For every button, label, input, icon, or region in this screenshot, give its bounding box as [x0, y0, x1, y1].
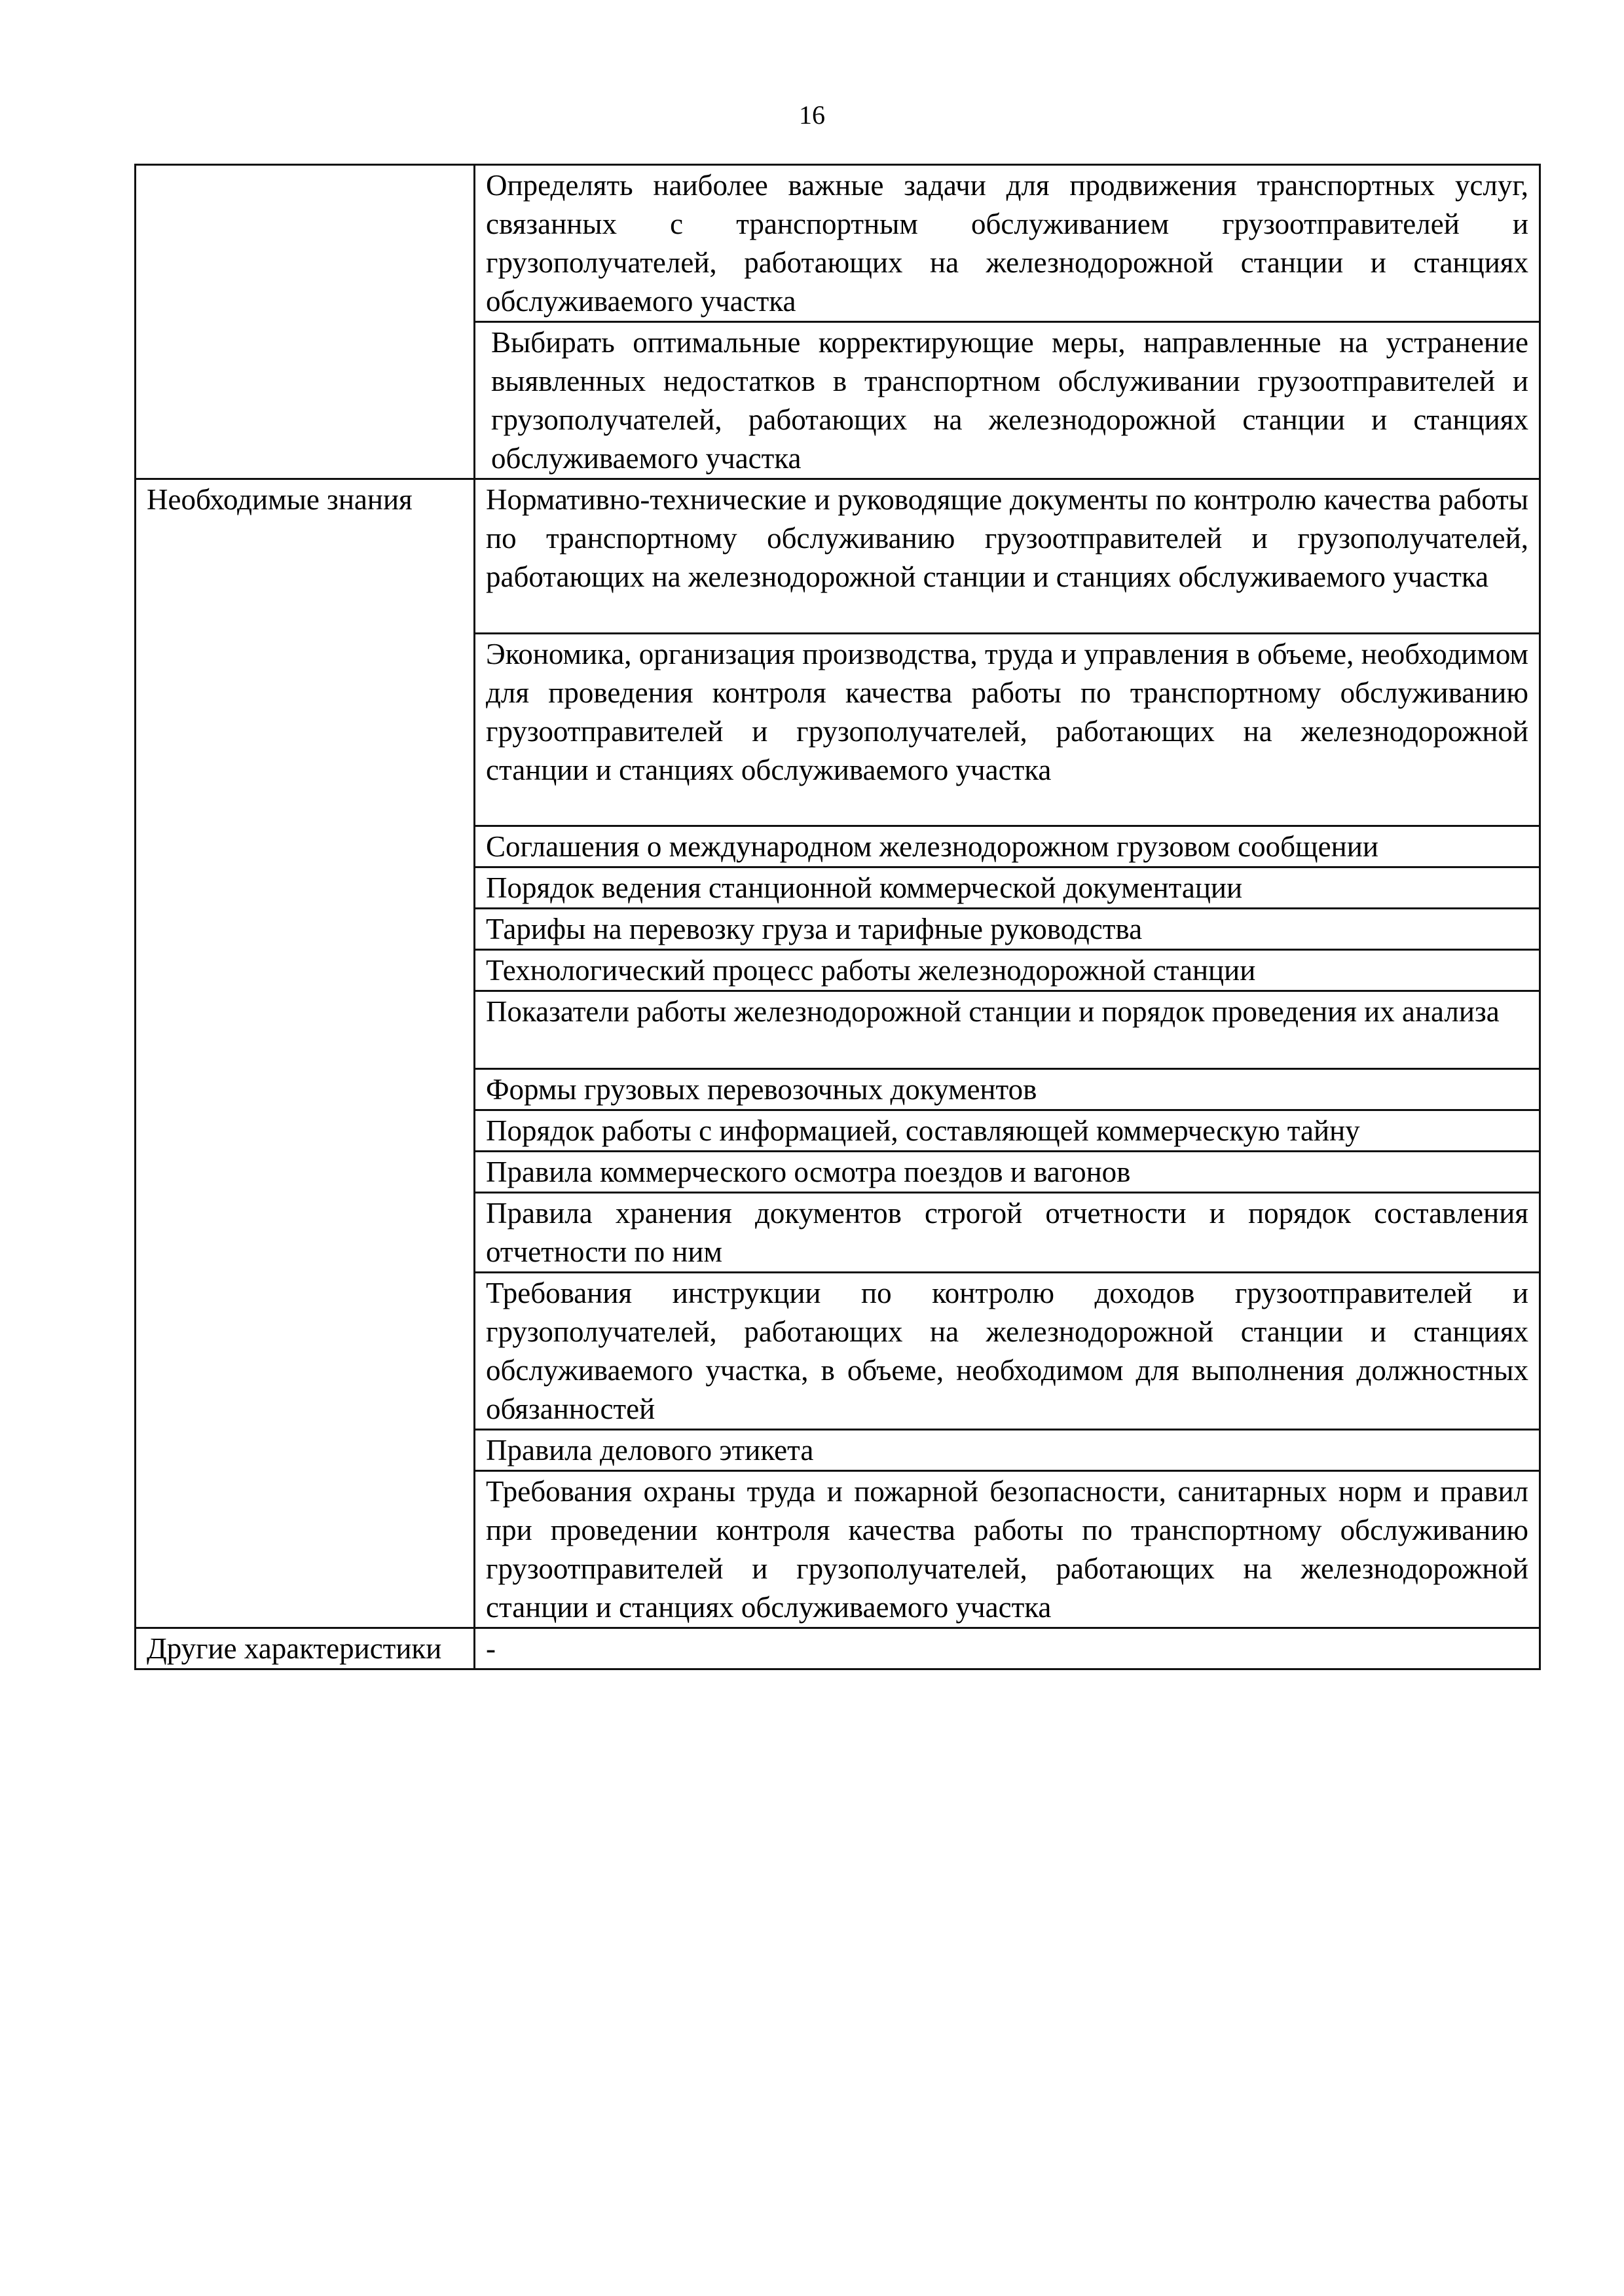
- table-cell: Технологический процесс работы железнодорожной станции: [475, 950, 1540, 991]
- table-cell: Экономика, организация производства, труда и управления в объеме, необходимом для проведения контроля качества работы по транспортному обслуживанию грузоотправителей и грузополучателей, работающих на железнодорожной станции и станциях обслуживаемого участка: [475, 634, 1540, 826]
- other-value: -: [475, 1628, 1540, 1669]
- table-row: [136, 1628, 1540, 1669]
- table-cell: Соглашения о международном железнодорожном грузовом сообщении: [475, 826, 1540, 867]
- table-cell: Требования охраны труда и пожарной безопасности, санитарных норм и правил при проведении контроля качества работы по транспортному обслуживанию грузоотправителей и грузополучателей, работающих на железнодорожной станции и станциях обслуживаемого участка: [475, 1471, 1540, 1628]
- other-label: Другие характеристики: [136, 1628, 475, 1669]
- table-cell: Правила делового этикета: [475, 1430, 1540, 1471]
- table-cell: Определять наиболее важные задачи для продвижения транспортных услуг, связанных с транспортным обслуживанием грузоотправителей и грузополучателей, работающих на железнодорожной станции и станциях обслуживаемого участка: [475, 165, 1540, 322]
- page-number: 16: [799, 100, 825, 130]
- table-cell: Порядок работы с информацией, составляющей коммерческую тайну: [475, 1110, 1540, 1152]
- table-cell: Нормативно-технические и руководящие документы по контролю качества работы по транспортному обслуживанию грузоотправителей и грузополучателей, работающих на железнодорожной станции и станциях обслуживаемого участка: [475, 479, 1540, 634]
- competency-table: [134, 164, 1541, 1670]
- table-row: [136, 165, 1540, 322]
- knowledge-label: Необходимые знания: [136, 479, 475, 1628]
- table-cell: Требования инструкции по контролю доходов грузоотправителей и грузополучателей, работающих на железнодорожной станции и станциях обслуживаемого участка, в объеме, необходимом для выполнения должностных обязанностей: [475, 1273, 1540, 1430]
- table-cell: Правила коммерческого осмотра поездов и вагонов: [475, 1152, 1540, 1193]
- table-cell: Правила хранения документов строгой отчетности и порядок составления отчетности по ним: [475, 1193, 1540, 1273]
- table-cell: Порядок ведения станционной коммерческой документации: [475, 867, 1540, 909]
- table-cell: Выбирать оптимальные корректирующие меры, направленные на устранение выявленных недостатков в транспортном обслуживании грузоотправителей и грузополучателей, работающих на железнодорожной станции и станциях обслуживаемого участка: [475, 322, 1540, 479]
- table-row: [136, 479, 1540, 634]
- table-cell: Тарифы на перевозку груза и тарифные руководства: [475, 909, 1540, 950]
- table-cell: Показатели работы железнодорожной станции и порядок проведения их анализа: [475, 991, 1540, 1069]
- table-cell: Формы грузовых перевозочных документов: [475, 1069, 1540, 1110]
- skills-label-cell: [136, 165, 475, 479]
